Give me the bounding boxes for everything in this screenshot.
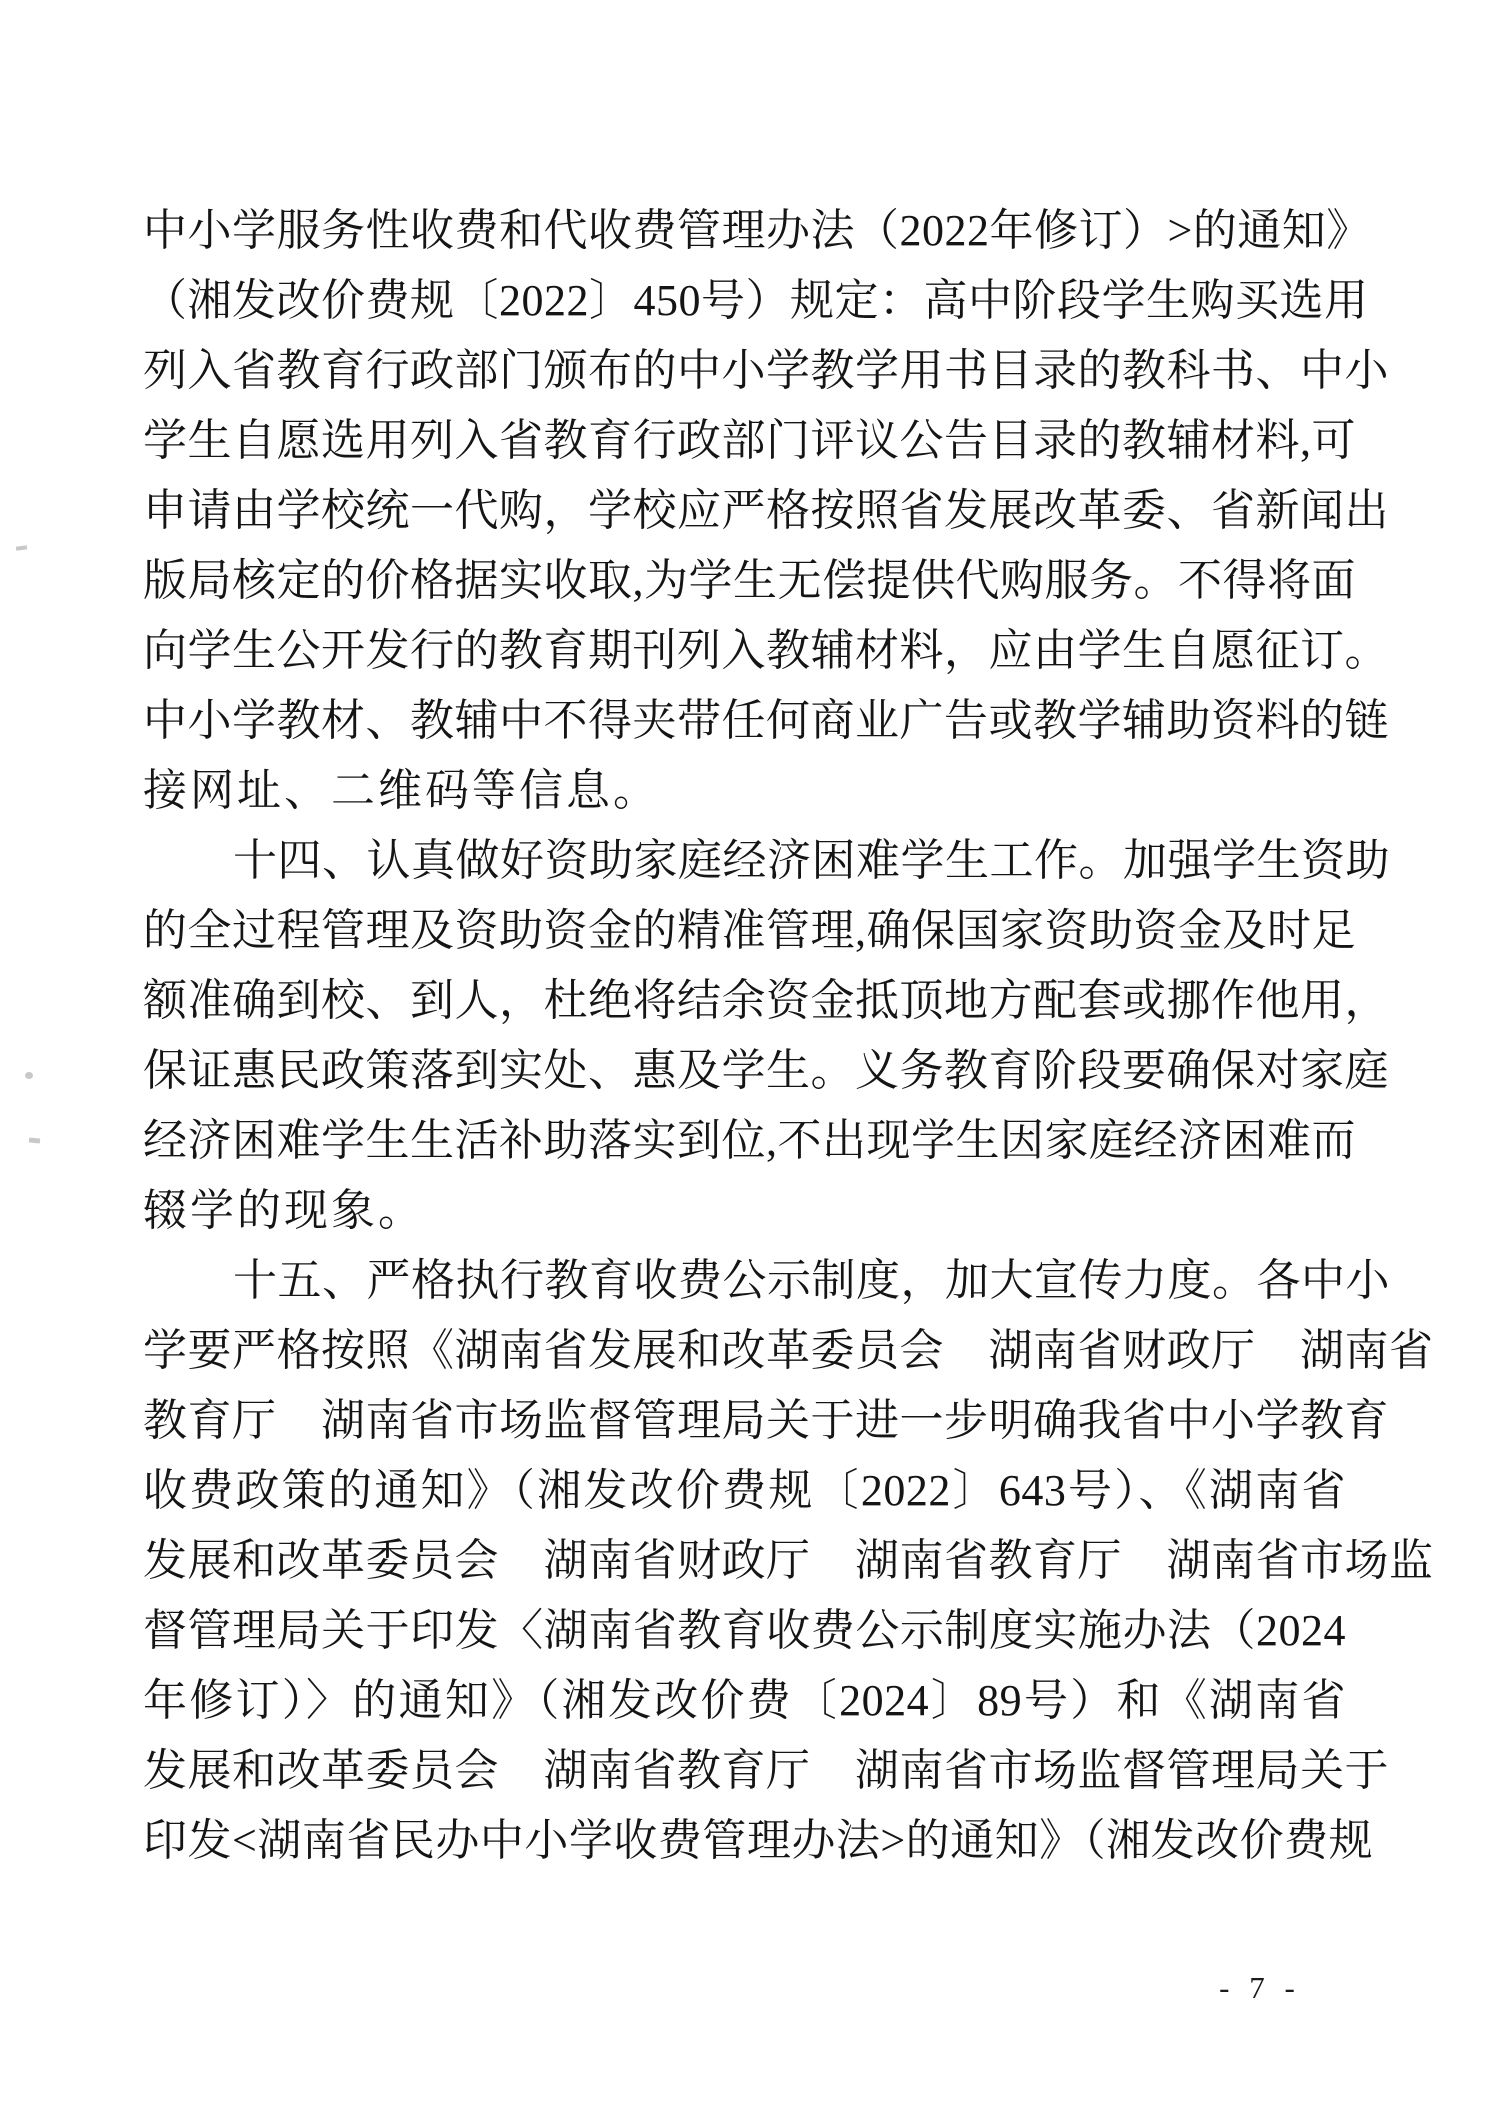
text-line-12: 额准确到校、到人，杜绝将结余资金抵顶地方配套或挪作他用， — [143, 976, 1389, 1025]
text-line-13: 保证惠民政策落到实处、惠及学生。义务教育阶段要确保对家庭 — [143, 1046, 1389, 1095]
text-line-19: 收费政策的通知》（湘发改价费规〔2022〕643号）、《湖南省 — [143, 1466, 1346, 1515]
document-body — [143, 196, 1434, 1876]
text-line-06: 版局核定的价格据实收取,为学生无偿提供代购服务。不得将面 — [143, 556, 1356, 605]
text-line-17: 学要严格按照《湖南省发展和改革委员会 湖南省财政厅 湖南省 — [143, 1326, 1434, 1375]
text-line-22: 年修订）〉的通知》（湘发改价费〔2024〕89号）和《湖南省 — [143, 1676, 1346, 1725]
text-line-14: 经济困难学生生活补助落实到位,不出现学生因家庭经济困难而 — [143, 1116, 1356, 1165]
text-line-10: 十四、认真做好资助家庭经济困难学生工作。加强学生资助 — [233, 836, 1390, 885]
page-number: - 7 - — [1219, 1970, 1301, 2005]
text-line-23: 发展和改革委员会 湖南省教育厅 湖南省市场监督管理局关于 — [143, 1746, 1389, 1795]
text-line-21: 督管理局关于印发〈湖南省教育收费公示制度实施办法（2024 — [143, 1606, 1346, 1655]
scan-artifact — [25, 1072, 33, 1079]
text-line-02: （湘发改价费规〔2022〕450号）规定：高中阶段学生购买选用 — [143, 276, 1369, 325]
text-line-15: 辍学的现象。 — [143, 1186, 425, 1235]
text-line-07: 向学生公开发行的教育期刊列入教辅材料，应由学生自愿征订。 — [143, 626, 1389, 675]
text-line-08: 中小学教材、教辅中不得夹带任何商业广告或教学辅助资料的链 — [143, 696, 1389, 745]
text-line-16: 十五、严格执行教育收费公示制度，加大宣传力度。各中小 — [233, 1256, 1390, 1305]
text-line-11: 的全过程管理及资助资金的精准管理,确保国家资助资金及时足 — [143, 906, 1356, 955]
scan-artifact — [16, 545, 27, 550]
text-line-03: 列入省教育行政部门颁布的中小学教学用书目录的教科书、中小 — [143, 346, 1389, 395]
scan-artifact — [29, 1137, 40, 1143]
text-line-18: 教育厅 湖南省市场监督管理局关于进一步明确我省中小学教育 — [143, 1396, 1389, 1445]
text-line-24: 印发<湖南省民办中小学收费管理办法>的通知》（湘发改价费规 — [143, 1816, 1374, 1865]
text-line-05: 申请由学校统一代购，学校应严格按照省发展改革委、省新闻出 — [143, 486, 1389, 535]
text-line-01: 中小学服务性收费和代收费管理办法（2022年修订）>的通知》 — [143, 206, 1371, 255]
text-line-04: 学生自愿选用列入省教育行政部门评议公告目录的教辅材料,可 — [143, 416, 1356, 465]
text-line-20: 发展和改革委员会 湖南省财政厅 湖南省教育厅 湖南省市场监 — [143, 1536, 1434, 1585]
text-line-09: 接网址、二维码等信息。 — [143, 766, 660, 815]
